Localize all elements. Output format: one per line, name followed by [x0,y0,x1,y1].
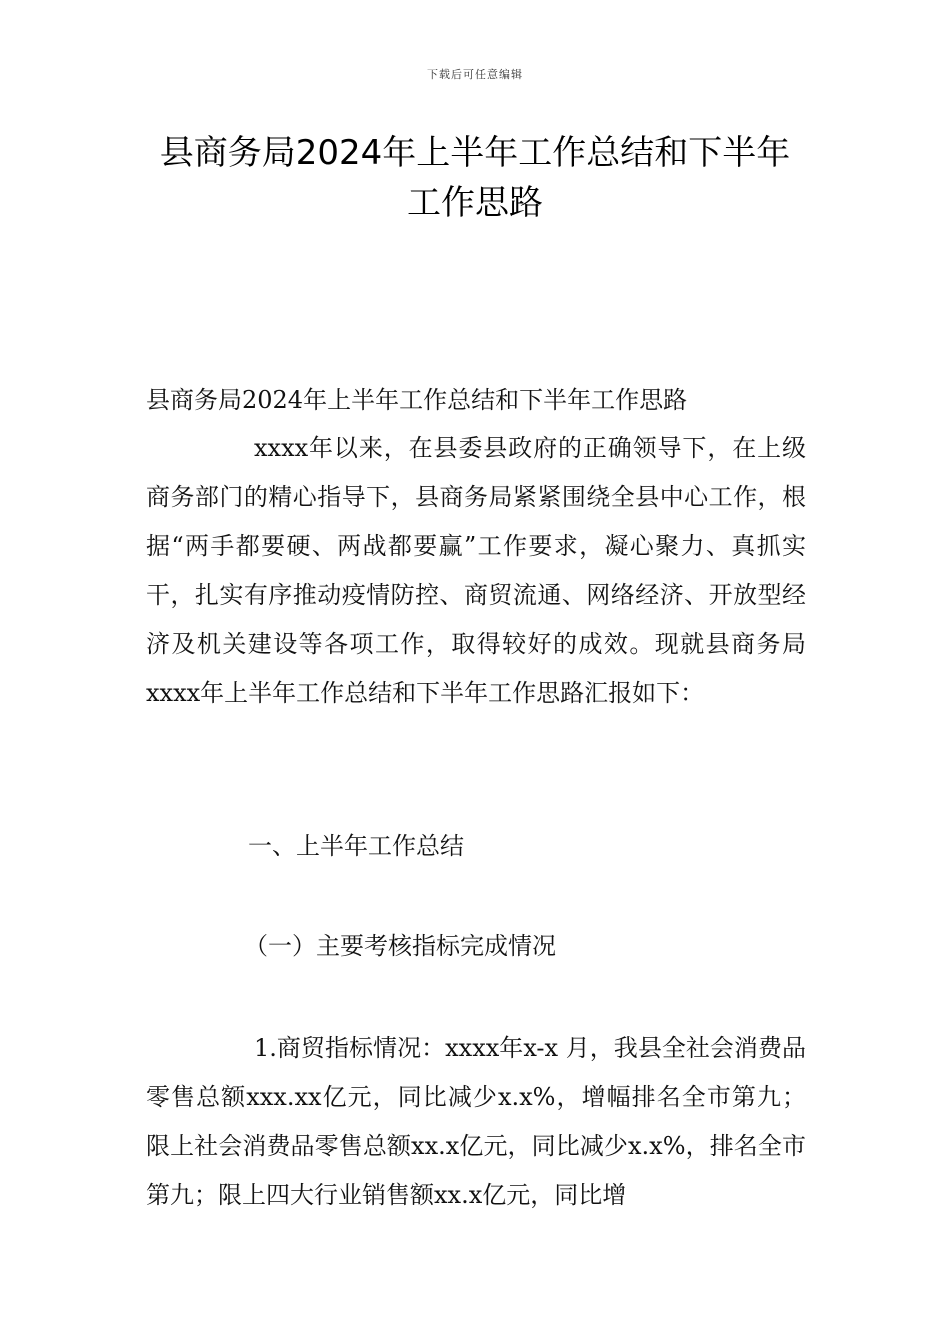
item-paragraph-1: 1.商贸指标情况：xxxx年x-x 月，我县全社会消费品零售总额xxx.xx亿元，同比减少x.x%，增幅排名全市第九；限上社会消费品零售总额xx.x亿元，同比减少x.x%，排名全市第九；限上四大行业销售额xx.x亿元，同比增 [146,1034,806,1209]
document-subtitle: 县商务局2024年上半年工作总结和下半年工作思路 [146,386,688,414]
title-line-1: 县商务局2024年上半年工作总结和下半年 [159,133,791,173]
intro-paragraph-block [146,424,806,718]
document-title [100,128,850,228]
header-note: 下载后可任意编辑 [427,68,523,81]
intro-paragraph: xxxx年以来，在县委县政府的正确领导下，在上级商务部门的精心指导下，县商务局紧紧围绕全县中心工作，根据“两手都要硬、两战都要赢”工作要求，凝心聚力、真抓实干，扎实有序推动疫情防控、商贸流通、网络经济、开放型经济及机关建设等各项工作，取得较好的成效。现就县商务局xxxx年上半年工作总结和下半年工作思路汇报如下： [146,434,806,707]
section-heading-1: 一、上半年工作总结 [248,832,464,860]
item-paragraph-block [146,1024,806,1220]
title-line-2: 工作思路 [407,183,543,223]
subsection-heading-1: （一）主要考核指标完成情况 [244,932,556,960]
